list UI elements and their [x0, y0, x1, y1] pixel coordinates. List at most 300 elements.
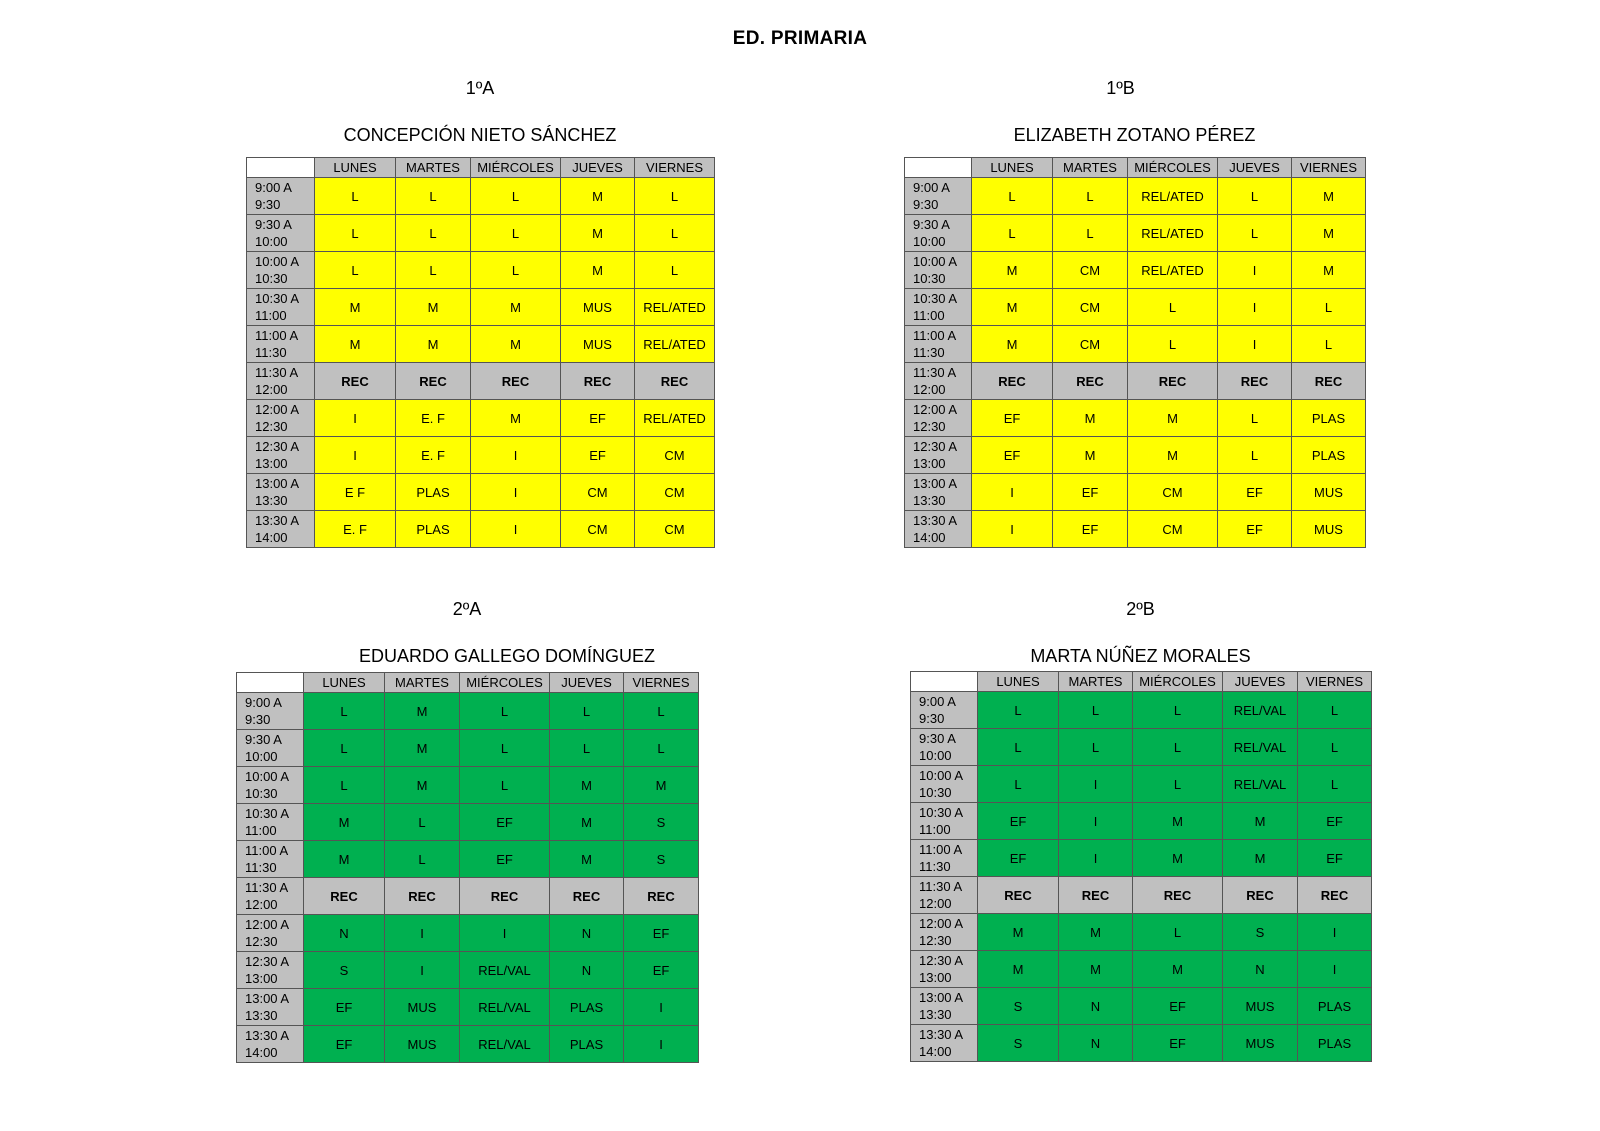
subject-cell: L — [972, 215, 1053, 252]
subject-cell: PLAS — [1298, 1025, 1372, 1062]
subject-cell: M — [471, 400, 561, 437]
subject-cell: S — [624, 804, 699, 841]
time-end: 10:00 — [245, 749, 278, 764]
subject-cell: I — [315, 437, 396, 474]
subject-cell: I — [1218, 252, 1292, 289]
subject-cell: L — [1218, 215, 1292, 252]
schedule-row — [911, 877, 1372, 914]
time-end: 12:00 — [255, 382, 288, 397]
subject-cell: PLAS — [1298, 988, 1372, 1025]
subject-cell: EF — [624, 915, 699, 952]
schedule-row — [237, 952, 699, 989]
subject-cell: I — [315, 400, 396, 437]
schedule-row — [905, 178, 1366, 215]
time-end: 9:30 — [913, 197, 939, 212]
recess-cell: REC — [972, 363, 1053, 400]
recess-cell: REC — [1128, 363, 1218, 400]
subject-cell: EF — [1298, 803, 1372, 840]
subject-cell: M — [550, 841, 624, 878]
schedule-row — [911, 951, 1372, 988]
subject-cell: S — [304, 952, 385, 989]
subject-cell: L — [978, 766, 1059, 803]
subject-cell: L — [471, 252, 561, 289]
time-slot — [237, 989, 304, 1026]
subject-cell: L — [1218, 178, 1292, 215]
subject-cell: I — [624, 1026, 699, 1063]
subject-cell: S — [978, 988, 1059, 1025]
subject-cell: N — [304, 915, 385, 952]
subject-cell: EF — [978, 840, 1059, 877]
day-header: LUNES — [304, 673, 385, 693]
time-slot — [911, 803, 978, 840]
time-start: 12:30 A — [919, 953, 964, 968]
time-start: 9:30 A — [245, 732, 282, 747]
day-header: LUNES — [978, 672, 1059, 692]
subject-cell: I — [972, 474, 1053, 511]
time-start: 9:30 A — [255, 217, 292, 232]
subject-cell: PLAS — [550, 989, 624, 1026]
subject-cell: L — [1059, 692, 1133, 729]
subject-cell: L — [1218, 400, 1292, 437]
schedule-row — [247, 289, 715, 326]
subject-cell: L — [1133, 766, 1223, 803]
time-end: 10:30 — [245, 786, 278, 801]
subject-cell: L — [635, 215, 715, 252]
time-start: 13:00 A — [919, 990, 964, 1005]
subject-cell: L — [385, 804, 460, 841]
recess-cell: REC — [1298, 877, 1372, 914]
subject-cell: CM — [1053, 289, 1128, 326]
subject-cell: CM — [635, 511, 715, 548]
time-slot — [905, 289, 972, 326]
class-label: 2ºB — [1126, 599, 1155, 619]
subject-cell: EF — [1218, 474, 1292, 511]
subject-cell: L — [978, 729, 1059, 766]
subject-cell: L — [396, 215, 471, 252]
time-end: 10:00 — [913, 234, 946, 249]
subject-cell: L — [460, 767, 550, 804]
subject-cell: REL/VAL — [460, 1026, 550, 1063]
subject-cell: L — [315, 178, 396, 215]
time-start: 11:00 A — [919, 842, 963, 857]
subject-cell: M — [561, 178, 635, 215]
subject-cell: M — [1133, 803, 1223, 840]
subject-cell: L — [635, 178, 715, 215]
subject-cell: M — [1059, 914, 1133, 951]
subject-cell: L — [550, 730, 624, 767]
recess-cell: REC — [978, 877, 1059, 914]
time-start: 9:00 A — [919, 694, 956, 709]
subject-cell: M — [1292, 252, 1366, 289]
subject-cell: REL/ATED — [635, 400, 715, 437]
subject-cell: REL/VAL — [460, 989, 550, 1026]
subject-cell: MUS — [1223, 988, 1298, 1025]
day-header: MIÉRCOLES — [1133, 672, 1223, 692]
subject-cell: M — [561, 252, 635, 289]
recess-cell: REC — [561, 363, 635, 400]
schedule-row — [911, 766, 1372, 803]
subject-cell: M — [1292, 215, 1366, 252]
day-header: MARTES — [396, 158, 471, 178]
time-start: 12:30 A — [245, 954, 290, 969]
schedule-row — [237, 693, 699, 730]
schedule-row — [905, 215, 1366, 252]
subject-cell: I — [624, 989, 699, 1026]
subject-cell: L — [978, 692, 1059, 729]
time-end: 13:00 — [255, 456, 288, 471]
corner-cell — [247, 158, 315, 178]
schedule-row — [237, 730, 699, 767]
time-slot — [905, 363, 972, 400]
time-end: 12:30 — [255, 419, 288, 434]
subject-cell: CM — [1053, 326, 1128, 363]
time-slot — [911, 729, 978, 766]
time-start: 12:30 A — [913, 439, 958, 454]
subject-cell: M — [471, 326, 561, 363]
time-start: 9:00 A — [245, 695, 282, 710]
subject-cell: PLAS — [550, 1026, 624, 1063]
schedule-row — [911, 729, 1372, 766]
subject-cell: M — [1059, 951, 1133, 988]
schedule-row — [247, 178, 715, 215]
time-slot — [247, 326, 315, 363]
subject-cell: CM — [561, 474, 635, 511]
schedule-table — [246, 157, 715, 548]
subject-cell: EF — [1133, 988, 1223, 1025]
subject-cell: REL/VAL — [1223, 729, 1298, 766]
day-header: MIÉRCOLES — [460, 673, 550, 693]
time-start: 9:30 A — [913, 217, 950, 232]
schedule-row — [905, 474, 1366, 511]
schedule-row — [247, 400, 715, 437]
page-title: ED. PRIMARIA — [732, 28, 868, 49]
corner-cell — [237, 673, 304, 693]
subject-cell: MUS — [385, 1026, 460, 1063]
time-start: 13:00 A — [255, 476, 300, 491]
schedule-row — [237, 804, 699, 841]
time-start: 11:30 A — [913, 365, 957, 380]
time-start: 10:00 A — [919, 768, 964, 783]
subject-cell: M — [385, 730, 460, 767]
day-header: VIERNES — [1298, 672, 1372, 692]
time-slot — [237, 841, 304, 878]
recess-cell: REC — [1223, 877, 1298, 914]
time-slot — [247, 178, 315, 215]
time-slot — [247, 474, 315, 511]
subject-cell: M — [550, 804, 624, 841]
time-start: 11:00 A — [245, 843, 289, 858]
day-header: MIÉRCOLES — [1128, 158, 1218, 178]
schedule-row — [905, 400, 1366, 437]
subject-cell: REL/ATED — [1128, 215, 1218, 252]
time-start: 9:30 A — [919, 731, 956, 746]
day-header: JUEVES — [550, 673, 624, 693]
subject-cell: E. F — [396, 437, 471, 474]
time-end: 13:00 — [913, 456, 946, 471]
subject-cell: L — [1133, 914, 1223, 951]
subject-cell: M — [624, 767, 699, 804]
time-end: 14:00 — [245, 1045, 278, 1060]
subject-cell: L — [1053, 178, 1128, 215]
subject-cell: L — [315, 252, 396, 289]
day-header: MARTES — [385, 673, 460, 693]
subject-cell: L — [1133, 692, 1223, 729]
time-end: 11:00 — [919, 822, 951, 837]
schedule-row — [237, 767, 699, 804]
subject-cell: N — [550, 952, 624, 989]
schedule-row — [905, 326, 1366, 363]
schedule-row — [247, 474, 715, 511]
time-start: 9:00 A — [255, 180, 292, 195]
subject-cell: M — [1053, 400, 1128, 437]
time-end: 11:30 — [913, 345, 945, 360]
class-label: 1ºB — [1106, 78, 1135, 98]
time-start: 10:30 A — [255, 291, 300, 306]
subject-cell: M — [972, 326, 1053, 363]
subject-cell: MUS — [561, 326, 635, 363]
schedule-row — [237, 989, 699, 1026]
teacher-name: MARTA NÚÑEZ MORALES — [1030, 646, 1251, 666]
time-end: 13:30 — [245, 1008, 278, 1023]
time-end: 10:30 — [913, 271, 946, 286]
time-start: 10:00 A — [255, 254, 300, 269]
time-slot — [905, 400, 972, 437]
time-end: 11:00 — [245, 823, 277, 838]
schedule-row — [237, 878, 699, 915]
subject-cell: L — [460, 693, 550, 730]
schedule-table — [904, 157, 1366, 548]
class-label: 2ºA — [452, 599, 482, 619]
subject-cell: L — [1128, 289, 1218, 326]
time-start: 10:00 A — [913, 254, 958, 269]
recess-cell: REC — [1059, 877, 1133, 914]
time-start: 13:00 A — [245, 991, 290, 1006]
subject-cell: L — [396, 252, 471, 289]
corner-cell — [911, 672, 978, 692]
subject-cell: L — [1053, 215, 1128, 252]
time-end: 14:00 — [255, 530, 288, 545]
time-slot — [911, 692, 978, 729]
schedule-row — [247, 252, 715, 289]
recess-cell: REC — [315, 363, 396, 400]
schedule-row — [237, 915, 699, 952]
day-header: MARTES — [1053, 158, 1128, 178]
subject-cell: I — [1059, 803, 1133, 840]
time-slot — [905, 178, 972, 215]
schedule-row — [247, 363, 715, 400]
recess-cell: REC — [396, 363, 471, 400]
subject-cell: MUS — [385, 989, 460, 1026]
corner-cell — [905, 158, 972, 178]
recess-cell: REC — [550, 878, 624, 915]
subject-cell: M — [471, 289, 561, 326]
time-start: 13:00 A — [913, 476, 958, 491]
subject-cell: PLAS — [396, 511, 471, 548]
time-end: 9:30 — [919, 711, 945, 726]
time-slot — [905, 437, 972, 474]
time-end: 12:30 — [913, 419, 946, 434]
time-end: 12:00 — [913, 382, 946, 397]
time-end: 10:30 — [919, 785, 952, 800]
subject-cell: L — [550, 693, 624, 730]
time-end: 11:30 — [245, 860, 277, 875]
time-slot — [911, 877, 978, 914]
recess-cell: REC — [460, 878, 550, 915]
subject-cell: M — [1223, 803, 1298, 840]
time-start: 11:30 A — [255, 365, 299, 380]
time-start: 11:30 A — [245, 880, 289, 895]
time-slot — [911, 1025, 978, 1062]
time-slot — [247, 363, 315, 400]
time-end: 12:00 — [245, 897, 278, 912]
schedule-row — [247, 437, 715, 474]
time-slot — [905, 474, 972, 511]
subject-cell: M — [1128, 437, 1218, 474]
schedule-row — [247, 326, 715, 363]
subject-cell: M — [1223, 840, 1298, 877]
time-start: 10:30 A — [919, 805, 964, 820]
subject-cell: M — [396, 326, 471, 363]
subject-cell: EF — [561, 400, 635, 437]
subject-cell: L — [1298, 766, 1372, 803]
day-header: JUEVES — [1223, 672, 1298, 692]
time-slot — [237, 1026, 304, 1063]
schedule-row — [911, 692, 1372, 729]
subject-cell: EF — [460, 841, 550, 878]
subject-cell: L — [624, 730, 699, 767]
time-end: 13:30 — [913, 493, 946, 508]
day-header: VIERNES — [635, 158, 715, 178]
subject-cell: L — [385, 841, 460, 878]
schedule-row — [905, 289, 1366, 326]
subject-cell: CM — [561, 511, 635, 548]
time-slot — [237, 878, 304, 915]
time-end: 14:00 — [913, 530, 946, 545]
subject-cell: M — [978, 914, 1059, 951]
time-end: 9:30 — [245, 712, 271, 727]
subject-cell: CM — [1128, 474, 1218, 511]
subject-cell: L — [1292, 326, 1366, 363]
time-end: 14:00 — [919, 1044, 952, 1059]
subject-cell: L — [1292, 289, 1366, 326]
subject-cell: EF — [624, 952, 699, 989]
subject-cell: REL/ATED — [1128, 252, 1218, 289]
subject-cell: M — [304, 804, 385, 841]
time-start: 13:30 A — [919, 1027, 964, 1042]
subject-cell: L — [304, 693, 385, 730]
schedule-row — [905, 437, 1366, 474]
subject-cell: L — [1298, 729, 1372, 766]
subject-cell: L — [460, 730, 550, 767]
time-start: 10:30 A — [913, 291, 958, 306]
subject-cell: M — [1292, 178, 1366, 215]
subject-cell: L — [471, 215, 561, 252]
subject-cell: I — [471, 437, 561, 474]
subject-cell: N — [1223, 951, 1298, 988]
subject-cell: M — [1133, 840, 1223, 877]
subject-cell: M — [972, 289, 1053, 326]
subject-cell: PLAS — [1292, 400, 1366, 437]
recess-cell: REC — [624, 878, 699, 915]
subject-cell: S — [624, 841, 699, 878]
subject-cell: REL/ATED — [1128, 178, 1218, 215]
subject-cell: L — [1218, 437, 1292, 474]
subject-cell: MUS — [1292, 474, 1366, 511]
time-slot — [905, 511, 972, 548]
time-end: 13:30 — [919, 1007, 952, 1022]
schedule-row — [905, 511, 1366, 548]
time-slot — [247, 289, 315, 326]
recess-cell: REC — [385, 878, 460, 915]
subject-cell: E. F — [396, 400, 471, 437]
subject-cell: M — [315, 289, 396, 326]
subject-cell: EF — [1298, 840, 1372, 877]
subject-cell: REL/VAL — [1223, 692, 1298, 729]
subject-cell: I — [1059, 840, 1133, 877]
schedule-row — [905, 363, 1366, 400]
time-start: 10:30 A — [245, 806, 290, 821]
day-header: MIÉRCOLES — [471, 158, 561, 178]
time-end: 10:30 — [255, 271, 288, 286]
schedule-row — [911, 1025, 1372, 1062]
time-start: 12:00 A — [919, 916, 964, 931]
subject-cell: CM — [1053, 252, 1128, 289]
recess-cell: REC — [1133, 877, 1223, 914]
subject-cell: M — [304, 841, 385, 878]
time-slot — [905, 215, 972, 252]
time-start: 13:30 A — [255, 513, 300, 528]
subject-cell: REL/VAL — [1223, 766, 1298, 803]
time-slot — [905, 326, 972, 363]
time-slot — [247, 252, 315, 289]
teacher-name: EDUARDO GALLEGO DOMÍNGUEZ — [358, 646, 656, 666]
subject-cell: L — [635, 252, 715, 289]
time-slot — [237, 693, 304, 730]
subject-cell: EF — [1053, 474, 1128, 511]
recess-cell: REC — [1053, 363, 1128, 400]
schedule-row — [911, 840, 1372, 877]
subject-cell: REL/VAL — [460, 952, 550, 989]
time-start: 13:30 A — [245, 1028, 290, 1043]
subject-cell: I — [471, 511, 561, 548]
subject-cell: CM — [635, 474, 715, 511]
subject-cell: PLAS — [396, 474, 471, 511]
subject-cell: E. F — [315, 511, 396, 548]
time-end: 11:00 — [913, 308, 945, 323]
subject-cell: CM — [1128, 511, 1218, 548]
recess-cell: REC — [1292, 363, 1366, 400]
subject-cell: N — [1059, 988, 1133, 1025]
recess-cell: REC — [304, 878, 385, 915]
day-header: MARTES — [1059, 672, 1133, 692]
schedule-row — [247, 511, 715, 548]
subject-cell: MUS — [1292, 511, 1366, 548]
subject-cell: EF — [1053, 511, 1128, 548]
time-end: 12:30 — [245, 934, 278, 949]
day-header: JUEVES — [561, 158, 635, 178]
time-slot — [911, 951, 978, 988]
subject-cell: EF — [304, 1026, 385, 1063]
time-end: 9:30 — [255, 197, 281, 212]
class-label: 1ºA — [465, 78, 495, 98]
subject-cell: I — [1298, 914, 1372, 951]
subject-cell: REL/ATED — [635, 326, 715, 363]
subject-cell: EF — [972, 400, 1053, 437]
time-end: 12:00 — [919, 896, 952, 911]
subject-cell: N — [1059, 1025, 1133, 1062]
subject-cell: L — [471, 178, 561, 215]
subject-cell: N — [550, 915, 624, 952]
